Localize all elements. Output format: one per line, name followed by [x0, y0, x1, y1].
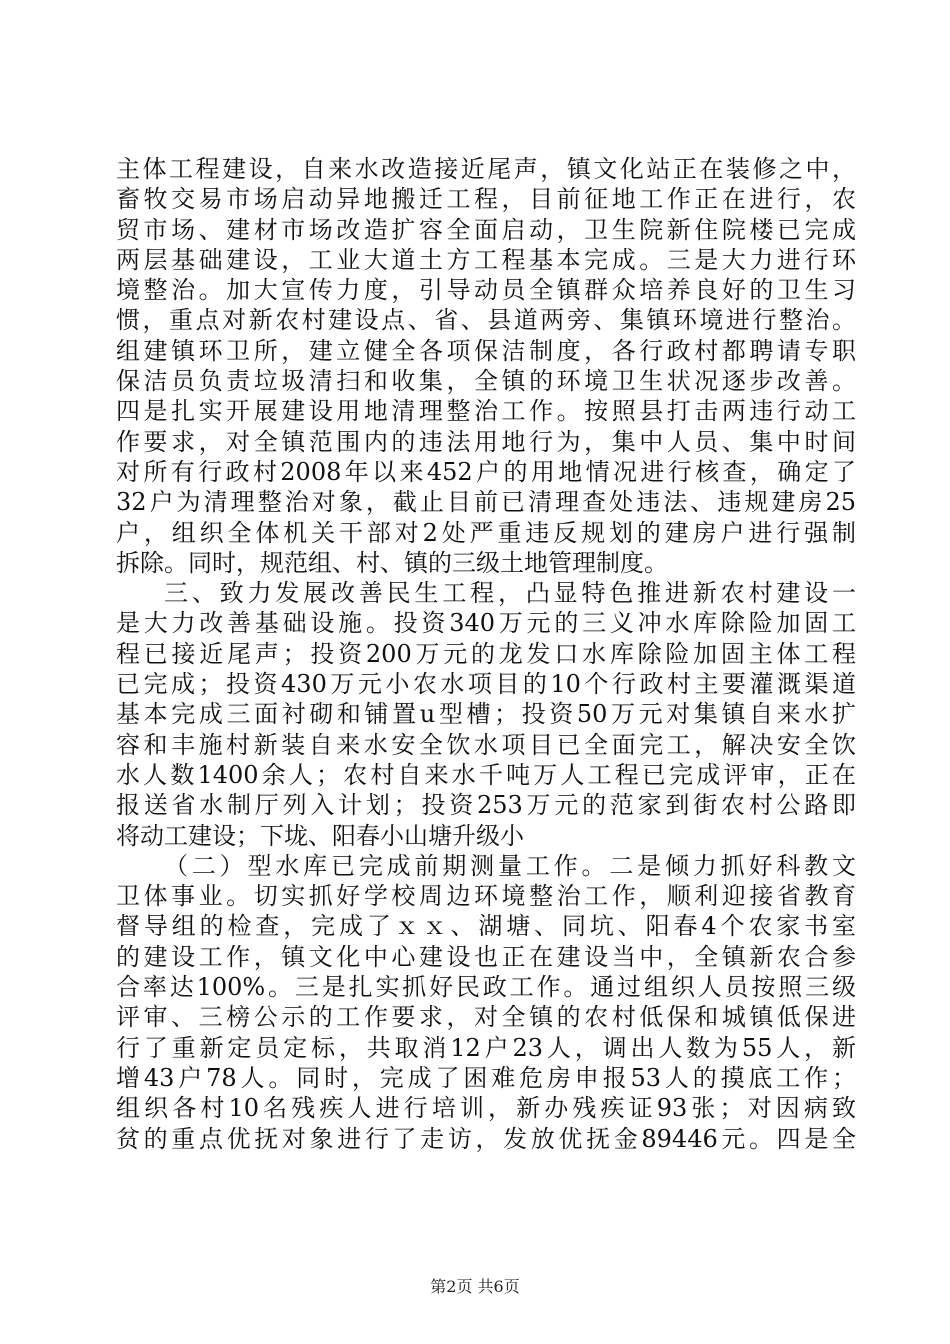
text-line: 增43户78人。同时，完成了困难危房申报53人的摸底工作； — [116, 1063, 856, 1092]
text-line: 境整治。加大宣传力度，引导动员全镇群众培养良好的卫生习 — [116, 276, 856, 305]
text-line: 组建镇环卫所，建立健全各项保洁制度，各行政村都聘请专职 — [116, 336, 856, 365]
text-line: 主体工程建设，自来水改造接近尾声，镇文化站正在装修之中， — [116, 155, 856, 183]
page-number-footer: 第2页 共6页 — [430, 1277, 520, 1296]
text-line: 三、致力发展改善民生工程，凸显特色推进新农村建设一 — [164, 579, 856, 608]
text-line: 报送省水制厅列入计划；投资253万元的范家到街农村公路即 — [116, 791, 856, 820]
text-line: 对所有行政村2008年以来452户的用地情况进行核查，确定了 — [116, 457, 856, 486]
text-line: 是大力改善基础设施。投资340万元的三义冲水库除险加固工 — [116, 609, 856, 638]
text-line: 容和丰施村新装自来水安全饮水项目已全面完工，解决安全饮 — [116, 730, 856, 759]
text-line: 基本完成三面衬砌和铺置u型槽；投资50万元对集镇自来水扩 — [116, 700, 856, 729]
text-line: 贸市场、建材市场改造扩容全面启动，卫生院新住院楼已完成 — [116, 215, 856, 244]
text-line: 水人数1400余人；农村自来水千吨万人工程已完成评审，正在 — [116, 760, 856, 789]
text-line: 的建设工作，镇文化中心建设也正在建设当中，全镇新农合参 — [116, 942, 856, 971]
body-text — [116, 154, 856, 1154]
text-line: 作要求，对全镇范围内的违法用地行为，集中人员、集中时间 — [116, 427, 856, 456]
text-line: 程已接近尾声；投资200万元的龙发口水库除险加固主体工程 — [116, 639, 856, 668]
text-line: 组织各村10名残疾人进行培训，新办残疾证93张；对因病致 — [116, 1094, 856, 1123]
text-line: 卫体事业。切实抓好学校周边环境整治工作，顺利迎接省教育 — [116, 882, 856, 911]
text-line: 保洁员负责垃圾清扫和收集，全镇的环境卫生状况逐步改善。 — [116, 367, 856, 396]
text-line: 两层基础建设，工业大道土方工程基本完成。三是大力进行环 — [116, 245, 856, 274]
text-line: 四是扎实开展建设用地清理整治工作。按照县打击两违行动工 — [116, 397, 856, 426]
text-line: 行了重新定员定标，共取消12户23人，调出人数为55人，新 — [116, 1033, 856, 1062]
text-line: 督导组的检查，完成了ｘｘ、湖塘、同坑、阳春4个农家书室 — [116, 912, 856, 941]
text-line: 32户为清理整治对象，截止目前已清理查处违法、违规建房25 — [116, 488, 856, 517]
text-line: 惯，重点对新农村建设点、省、县道两旁、集镇环境进行整治。 — [116, 306, 856, 335]
text-line: 户，组织全体机关干部对2处严重违反规划的建房户进行强制 — [116, 518, 856, 547]
text-line: 贫的重点优抚对象进行了走访，发放优抚金89446元。四是全 — [116, 1124, 856, 1153]
text-line: 拆除。同时，规范组、村、镇的三级土地管理制度。 — [116, 548, 668, 577]
text-line: （二）型水库已完成前期测量工作。二是倾力抓好科教文 — [164, 851, 856, 880]
text-line: 合率达100%。三是扎实抓好民政工作。通过组织人员按照三级 — [116, 973, 856, 1002]
text-line: 已完成；投资430万元小农水项目的10个行政村主要灌溉渠道 — [116, 670, 856, 699]
text-line: 畜牧交易市场启动异地搬迁工程，目前征地工作正在进行，农 — [116, 185, 856, 214]
text-line: 将动工建设；下垅、阳春小山塘升级小 — [116, 821, 524, 850]
text-line: 评审、三榜公示的工作要求，对全镇的农村低保和城镇低保进 — [116, 1003, 856, 1032]
